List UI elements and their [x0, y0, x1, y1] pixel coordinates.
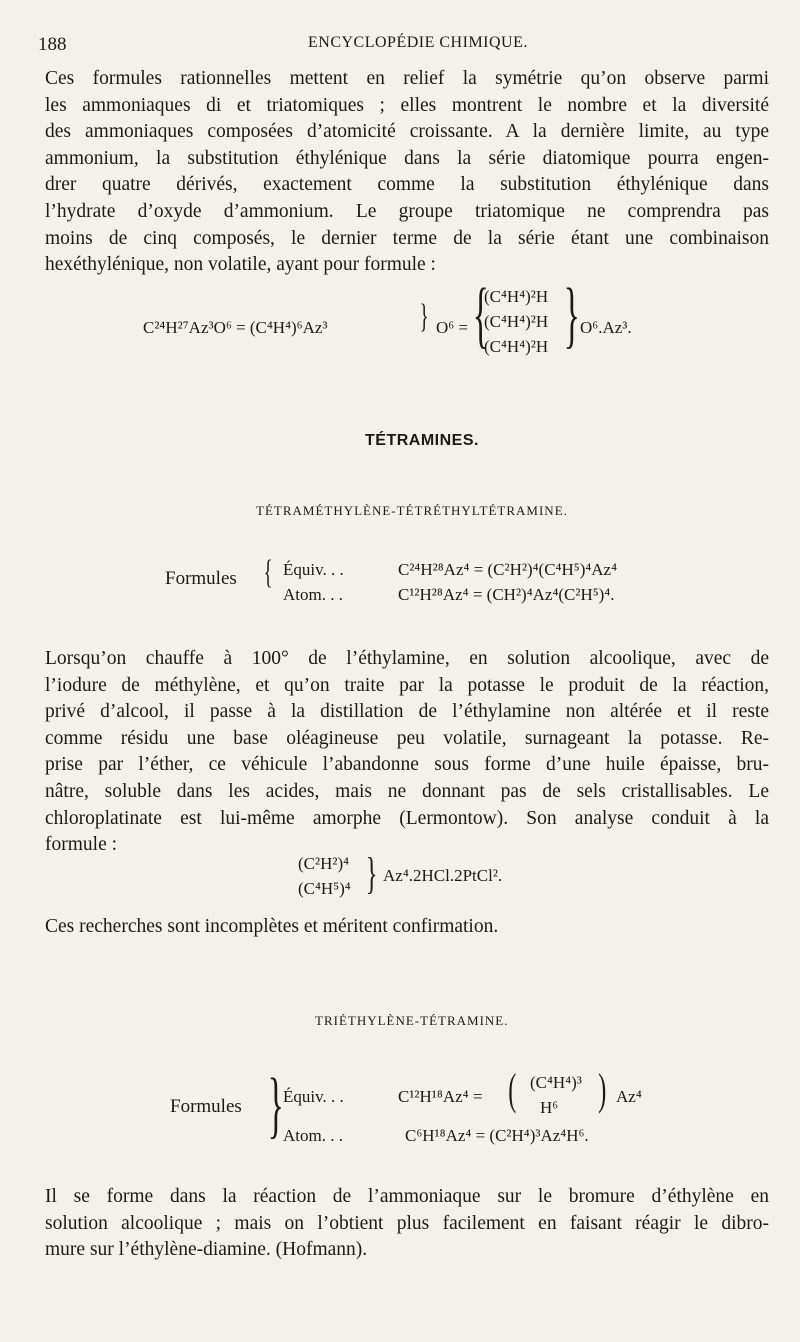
formula-group [530, 1070, 582, 1120]
paragraph-line: des ammoniaques composées d’atomicité croissante. A la dernière limite, au type [45, 121, 769, 143]
formula-group [484, 284, 548, 359]
paragraph-line: privé d’alcool, il passe à la distillation de l’éthylamine non altérée et il reste [45, 701, 769, 723]
formula-row: H⁶ [540, 1098, 559, 1117]
paragraph-2 [45, 646, 769, 859]
formula-row: (C⁴H⁴)²H [484, 287, 549, 306]
paragraph-line: drer quatre dérivés, exactement comme la substitution éthylénique dans [45, 174, 769, 196]
running-title: ENCYCLOPÉDIE CHIMIQUE. [308, 34, 528, 51]
formula-row: (C⁴H⁴)³ [530, 1073, 582, 1092]
paragraph-line: formule : [45, 834, 118, 856]
formula-row: (C⁴H⁴)²H [484, 312, 549, 331]
page-number: 188 [38, 34, 67, 55]
right-brace: ) [598, 1065, 607, 1114]
paragraph-line: comme résidu une base oléagineuse peu volatile, surnageant la potasse. Re- [45, 727, 769, 749]
atom-formula: C¹²H²⁸Az⁴ = (CH²)⁴Az⁴(C²H⁵)⁴. [398, 585, 615, 604]
formula-row: (C²H²)⁴ [298, 854, 350, 873]
formula-group [298, 851, 351, 901]
paragraph-line: solution alcoolique ; mais on l’obtient plus facilement en faisant réagir le dibro- [45, 1212, 769, 1234]
left-brace: { [263, 554, 273, 591]
atom-formula: C⁶H¹⁸Az⁴ = (C²H⁴)³Az⁴H⁶. [405, 1126, 589, 1145]
atom-label: Atom. . . [283, 1126, 343, 1145]
formulas-label: Formules [170, 1096, 242, 1117]
paragraph-line: hexéthylénique, non volatile, ayant pour formule : [45, 254, 436, 276]
paragraph-line: Ces formules rationnelles mettent en relief la symétrie qu’on observe parmi [45, 68, 769, 89]
paragraph-line: Lorsqu’on chauffe à 100° de l’éthylamine, en solution alcoolique, avec de [45, 648, 769, 669]
left-brace: { [472, 274, 489, 356]
paragraph-line: l’iodure de méthylène, et qu’on traite par la potasse le produit de la réaction, [45, 674, 769, 696]
compound-heading: TÉTRAMÉTHYLÈNE-TÉTRÉTHYLTÉTRAMINE. [256, 503, 568, 518]
paragraph-line: Il se forme dans la réaction de l’ammoniaque sur le bromure d’éthylène en [45, 1186, 769, 1207]
paragraph-line: les ammoniaques di et triatomiques ; elles montrent le nombre et la diversité [45, 94, 769, 116]
equiv-formula: C¹²H¹⁸Az⁴ = [398, 1087, 483, 1106]
formula-row: (C⁴H⁴)²H [484, 337, 549, 356]
paragraph-line: ammonium, la substitution éthylénique dans la série diatomique pourra engen- [45, 147, 769, 169]
paragraph-4 [45, 1184, 769, 1264]
paragraph-line: nâtre, soluble dans les acides, mais ne donnant pas de sels cristallisables. Le [45, 780, 769, 802]
paragraph-1 [45, 66, 769, 279]
right-brace: } [563, 274, 580, 356]
paragraph-line: Ces recherches sont incomplètes et méritent confirmation. [45, 916, 499, 937]
section-heading: TÉTRAMINES. [365, 432, 479, 449]
paragraph-line: chloroplatinate est lui-même amorphe (Lermontow). Son analyse conduit à la [45, 807, 769, 829]
equiv-label: Équiv. . . [283, 560, 344, 579]
paragraph-line: moins de cinq composés, le dernier terme de la série étant une combinaison [45, 227, 769, 249]
right-brace: } [267, 1064, 284, 1146]
equiv-label: Équiv. . . [283, 1087, 344, 1106]
formula-right: O⁶.Az³. [580, 318, 632, 337]
paragraph-line: mure sur l’éthylène-diamine. (Hofmann). [45, 1239, 368, 1261]
formulas-label: Formules [165, 568, 237, 589]
paragraph-line: prise par l’éther, ce véhicule l’abandonne sous forme d’une huile épaisse, bru- [45, 754, 769, 776]
equiv-formula: C²⁴H²⁸Az⁴ = (C²H²)⁴(C⁴H⁵)⁴Az⁴ [398, 560, 618, 579]
atom-label: Atom. . . [283, 585, 343, 604]
formula-right: Az⁴.2HCl.2PtCl². [383, 866, 503, 885]
formula-row: (C⁴H⁵)⁴ [298, 879, 351, 898]
right-brace: } [365, 849, 378, 898]
equiv-formula-right: Az⁴ [616, 1087, 642, 1106]
paragraph-3 [45, 914, 769, 941]
paragraph-line: l’hydrate d’oxyde d’ammonium. Le groupe triatomique ne comprendra pas [45, 200, 769, 222]
right-brace: } [419, 298, 429, 335]
formula-middle: O⁶ = [436, 318, 469, 337]
left-brace: ( [508, 1065, 517, 1114]
compound-heading: TRIÉTHYLÈNE-TÉTRAMINE. [315, 1013, 509, 1028]
formula-left: C²⁴H²⁷Az³O⁶ = (C⁴H⁴)⁶Az³ [143, 318, 328, 337]
